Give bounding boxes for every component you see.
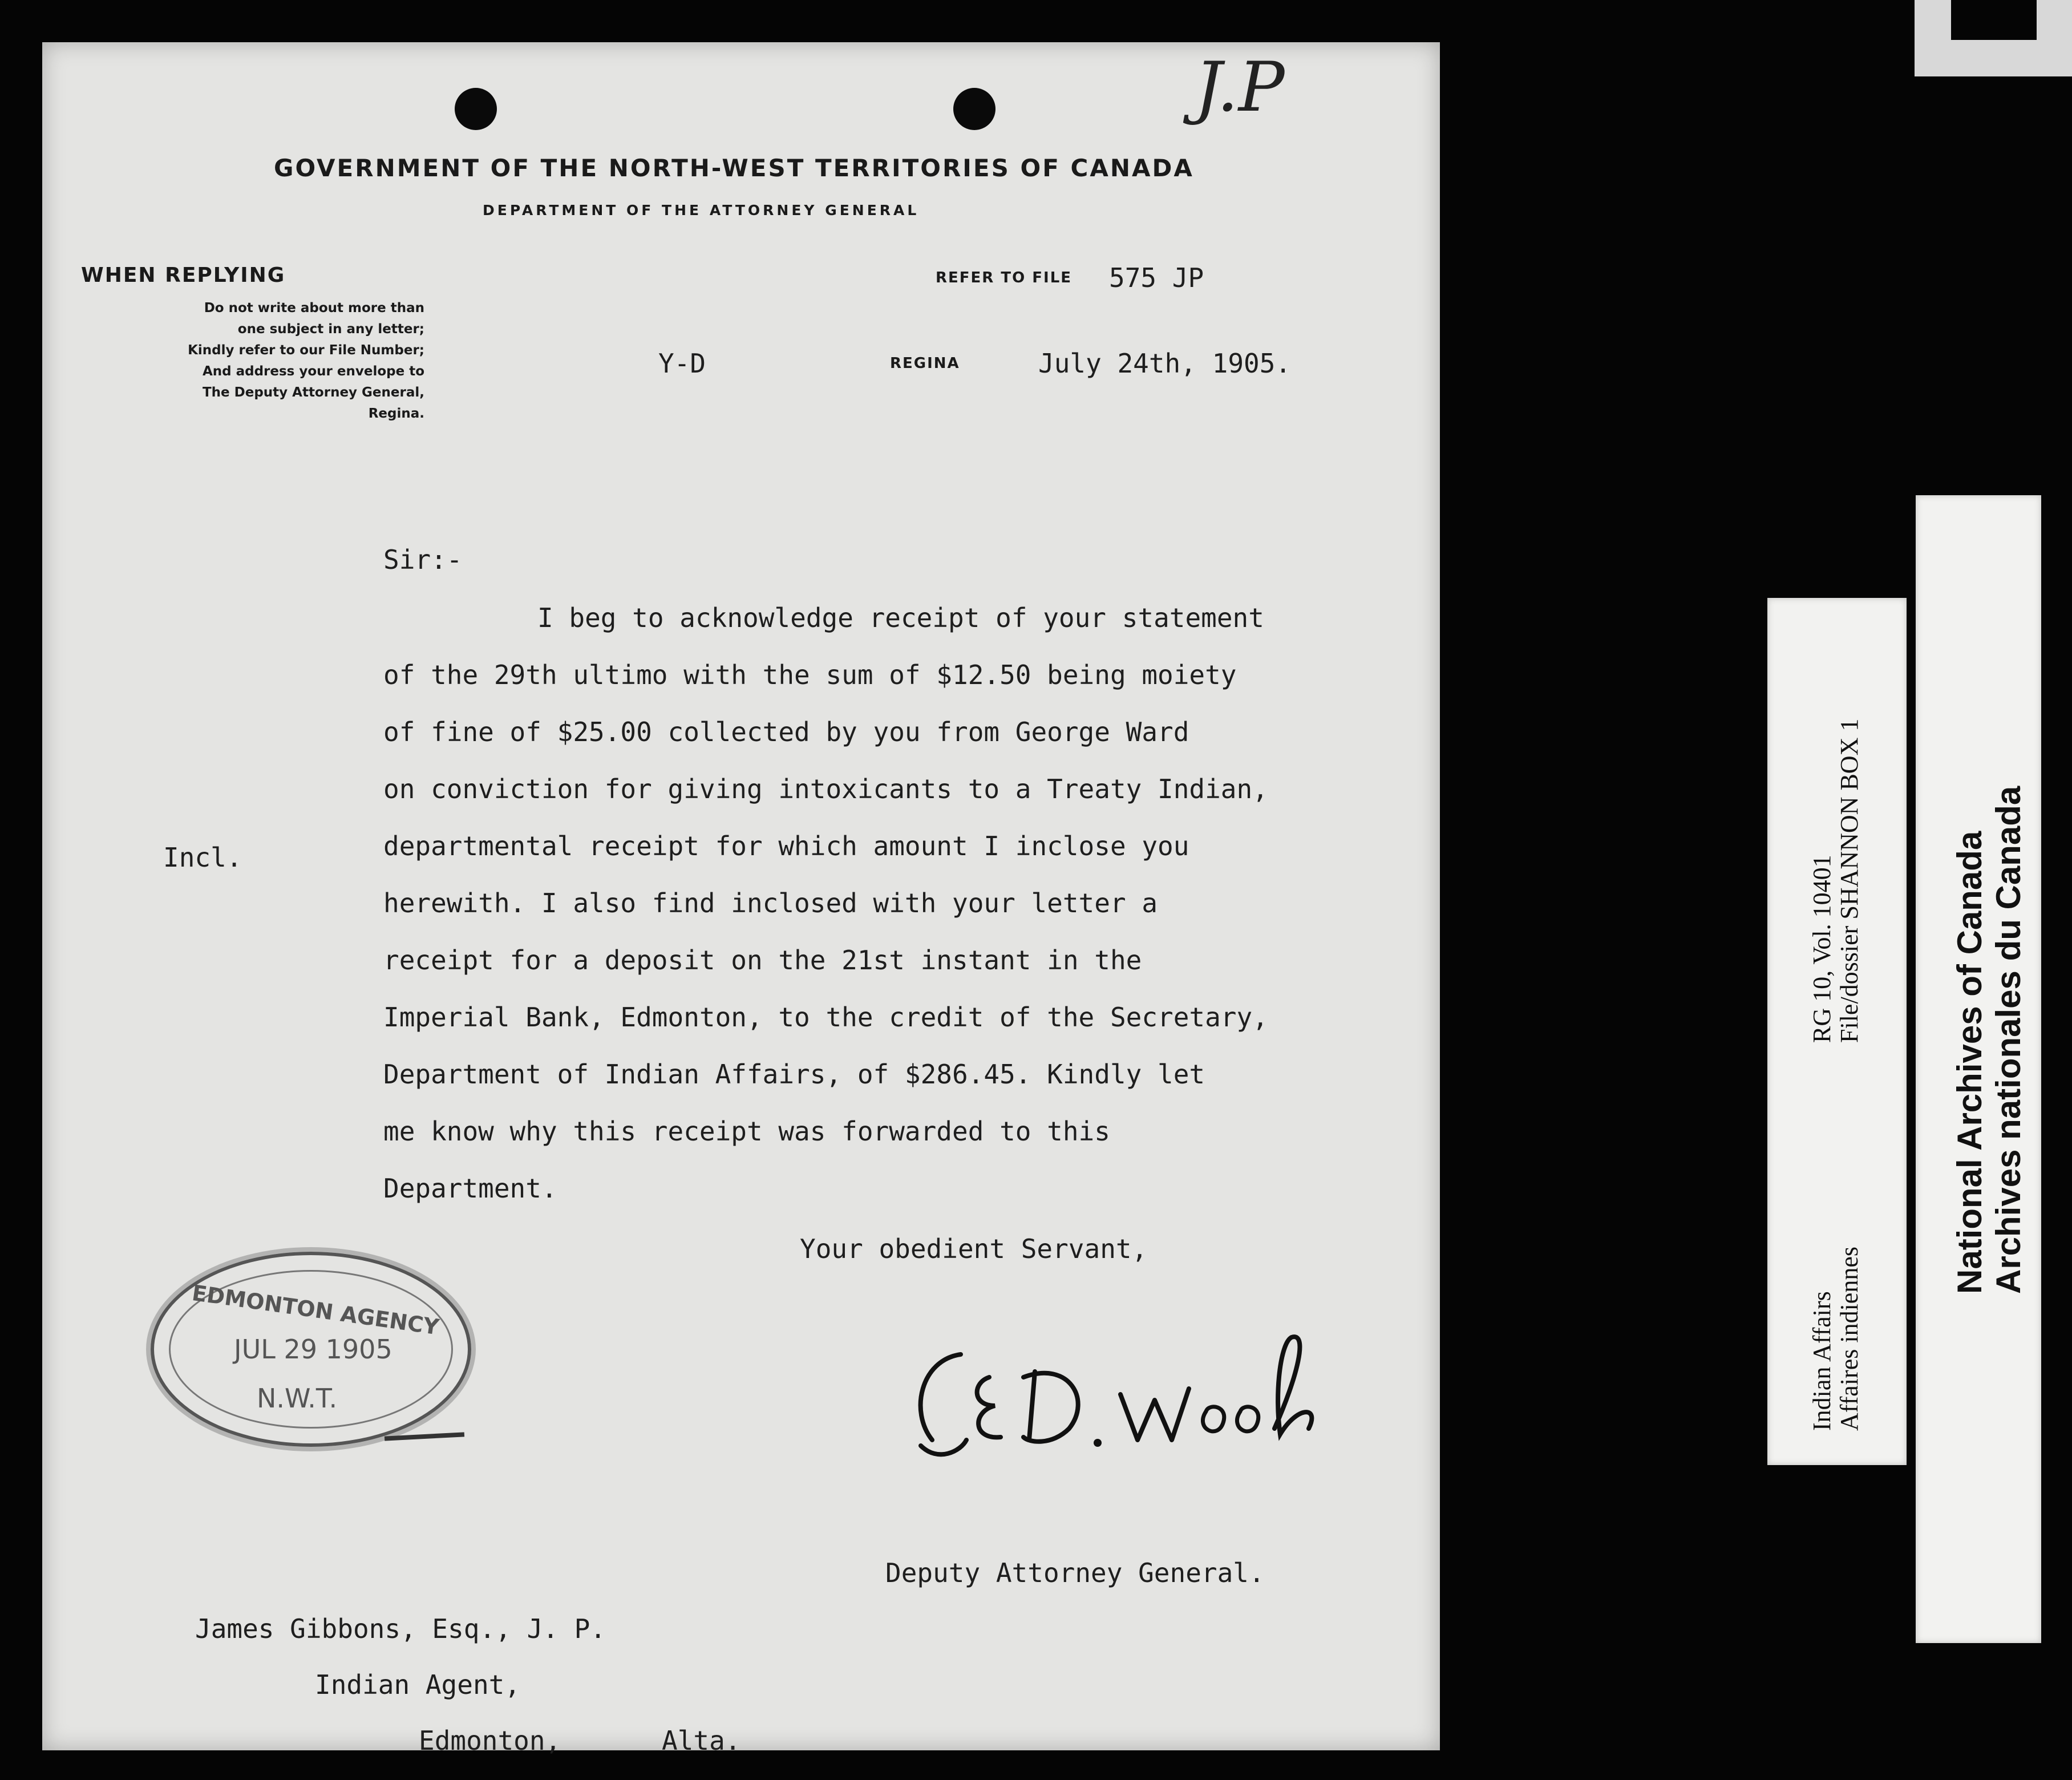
enclosure-note: Incl. — [163, 842, 242, 873]
pencil-mark — [385, 1432, 464, 1441]
replying-instructions — [71, 298, 424, 424]
instruction-line: Kindly refer to our File Number; — [188, 343, 424, 358]
body-line: of fine of $25.00 collected by you from George Ward — [383, 717, 1189, 747]
file-number: 575 JP — [1109, 262, 1204, 293]
punch-hole-right — [953, 88, 995, 130]
signer-title: Deputy Attorney General. — [885, 1558, 1265, 1588]
body-line: Department. — [383, 1173, 557, 1204]
body-line: Department of Indian Affairs, of $286.45. Kindly let — [383, 1059, 1205, 1090]
place-label: REGINA — [890, 355, 960, 372]
addressee-title: Indian Agent, — [315, 1669, 521, 1700]
when-replying-heading: WHEN REPLYING — [81, 264, 286, 287]
handwritten-initials: J.P — [1195, 48, 1285, 127]
archive-name-label — [1916, 495, 2041, 1643]
archive-name-english: National Archives of Canada — [1950, 831, 1989, 1294]
refer-to-file-label: REFER TO FILE — [936, 269, 1073, 286]
body-line: on conviction for giving intoxicants to a Treaty Indian, — [383, 774, 1268, 804]
film-frame-mark-inner — [1951, 0, 2037, 40]
instruction-line: And address your envelope to — [202, 364, 424, 379]
instruction-line: The Deputy Attorney General, — [202, 385, 424, 400]
instruction-line: Regina. — [368, 406, 424, 421]
letter-page — [42, 42, 1440, 1756]
punch-hole-left — [455, 88, 497, 130]
archive-name-french: Archives nationales du Canada — [1989, 786, 2028, 1294]
letter-date: July 24th, 1905. — [1038, 348, 1292, 379]
reference-code: Y-D — [658, 348, 706, 379]
instruction-line: one subject in any letter; — [237, 322, 424, 337]
stamp-territory: N.W.T. — [257, 1383, 338, 1414]
body-line: receipt for a deposit on the 21st instant in the — [383, 945, 1142, 976]
body-line: Imperial Bank, Edmonton, to the credit of the Secretary, — [383, 1002, 1268, 1033]
letterhead-title: GOVERNMENT OF THE NORTH-WEST TERRITORIES OF CANADA — [274, 154, 1194, 182]
stamp-agency: EDMONTON AGENCY — [190, 1280, 441, 1340]
file-reference: File/dossier SHANNON BOX 1 — [1835, 718, 1863, 1043]
addressee-province: Alta. — [662, 1725, 741, 1756]
letterhead-department: DEPARTMENT OF THE ATTORNEY GENERAL — [483, 202, 920, 219]
addressee-city: Edmonton, — [419, 1725, 561, 1756]
body-line: I beg to acknowledge receipt of your statement — [537, 602, 1264, 633]
body-line: herewith. I also find inclosed with your letter a — [383, 888, 1158, 919]
instruction-line: Do not write about more than — [204, 301, 424, 315]
signature — [898, 1309, 1332, 1497]
archive-reference-label — [1767, 598, 1907, 1465]
fonds-french: Affaires indiennes — [1835, 1247, 1863, 1431]
body-line: departmental receipt for which amount I inclose you — [383, 831, 1189, 861]
salutation: Sir:- — [383, 544, 463, 575]
fonds-english: Indian Affairs — [1808, 1291, 1836, 1431]
record-group-reference: RG 10, Vol. 10401 — [1808, 855, 1836, 1043]
body-line: of the 29th ultimo with the sum of $12.50 being moiety — [383, 660, 1237, 690]
received-stamp — [151, 1252, 471, 1447]
closing: Your obedient Servant, — [800, 1233, 1148, 1264]
stamp-date: JUL 29 1905 — [234, 1334, 392, 1365]
body-line: me know why this receipt was forwarded to this — [383, 1116, 1110, 1147]
addressee-name: James Gibbons, Esq., J. P. — [195, 1613, 606, 1644]
